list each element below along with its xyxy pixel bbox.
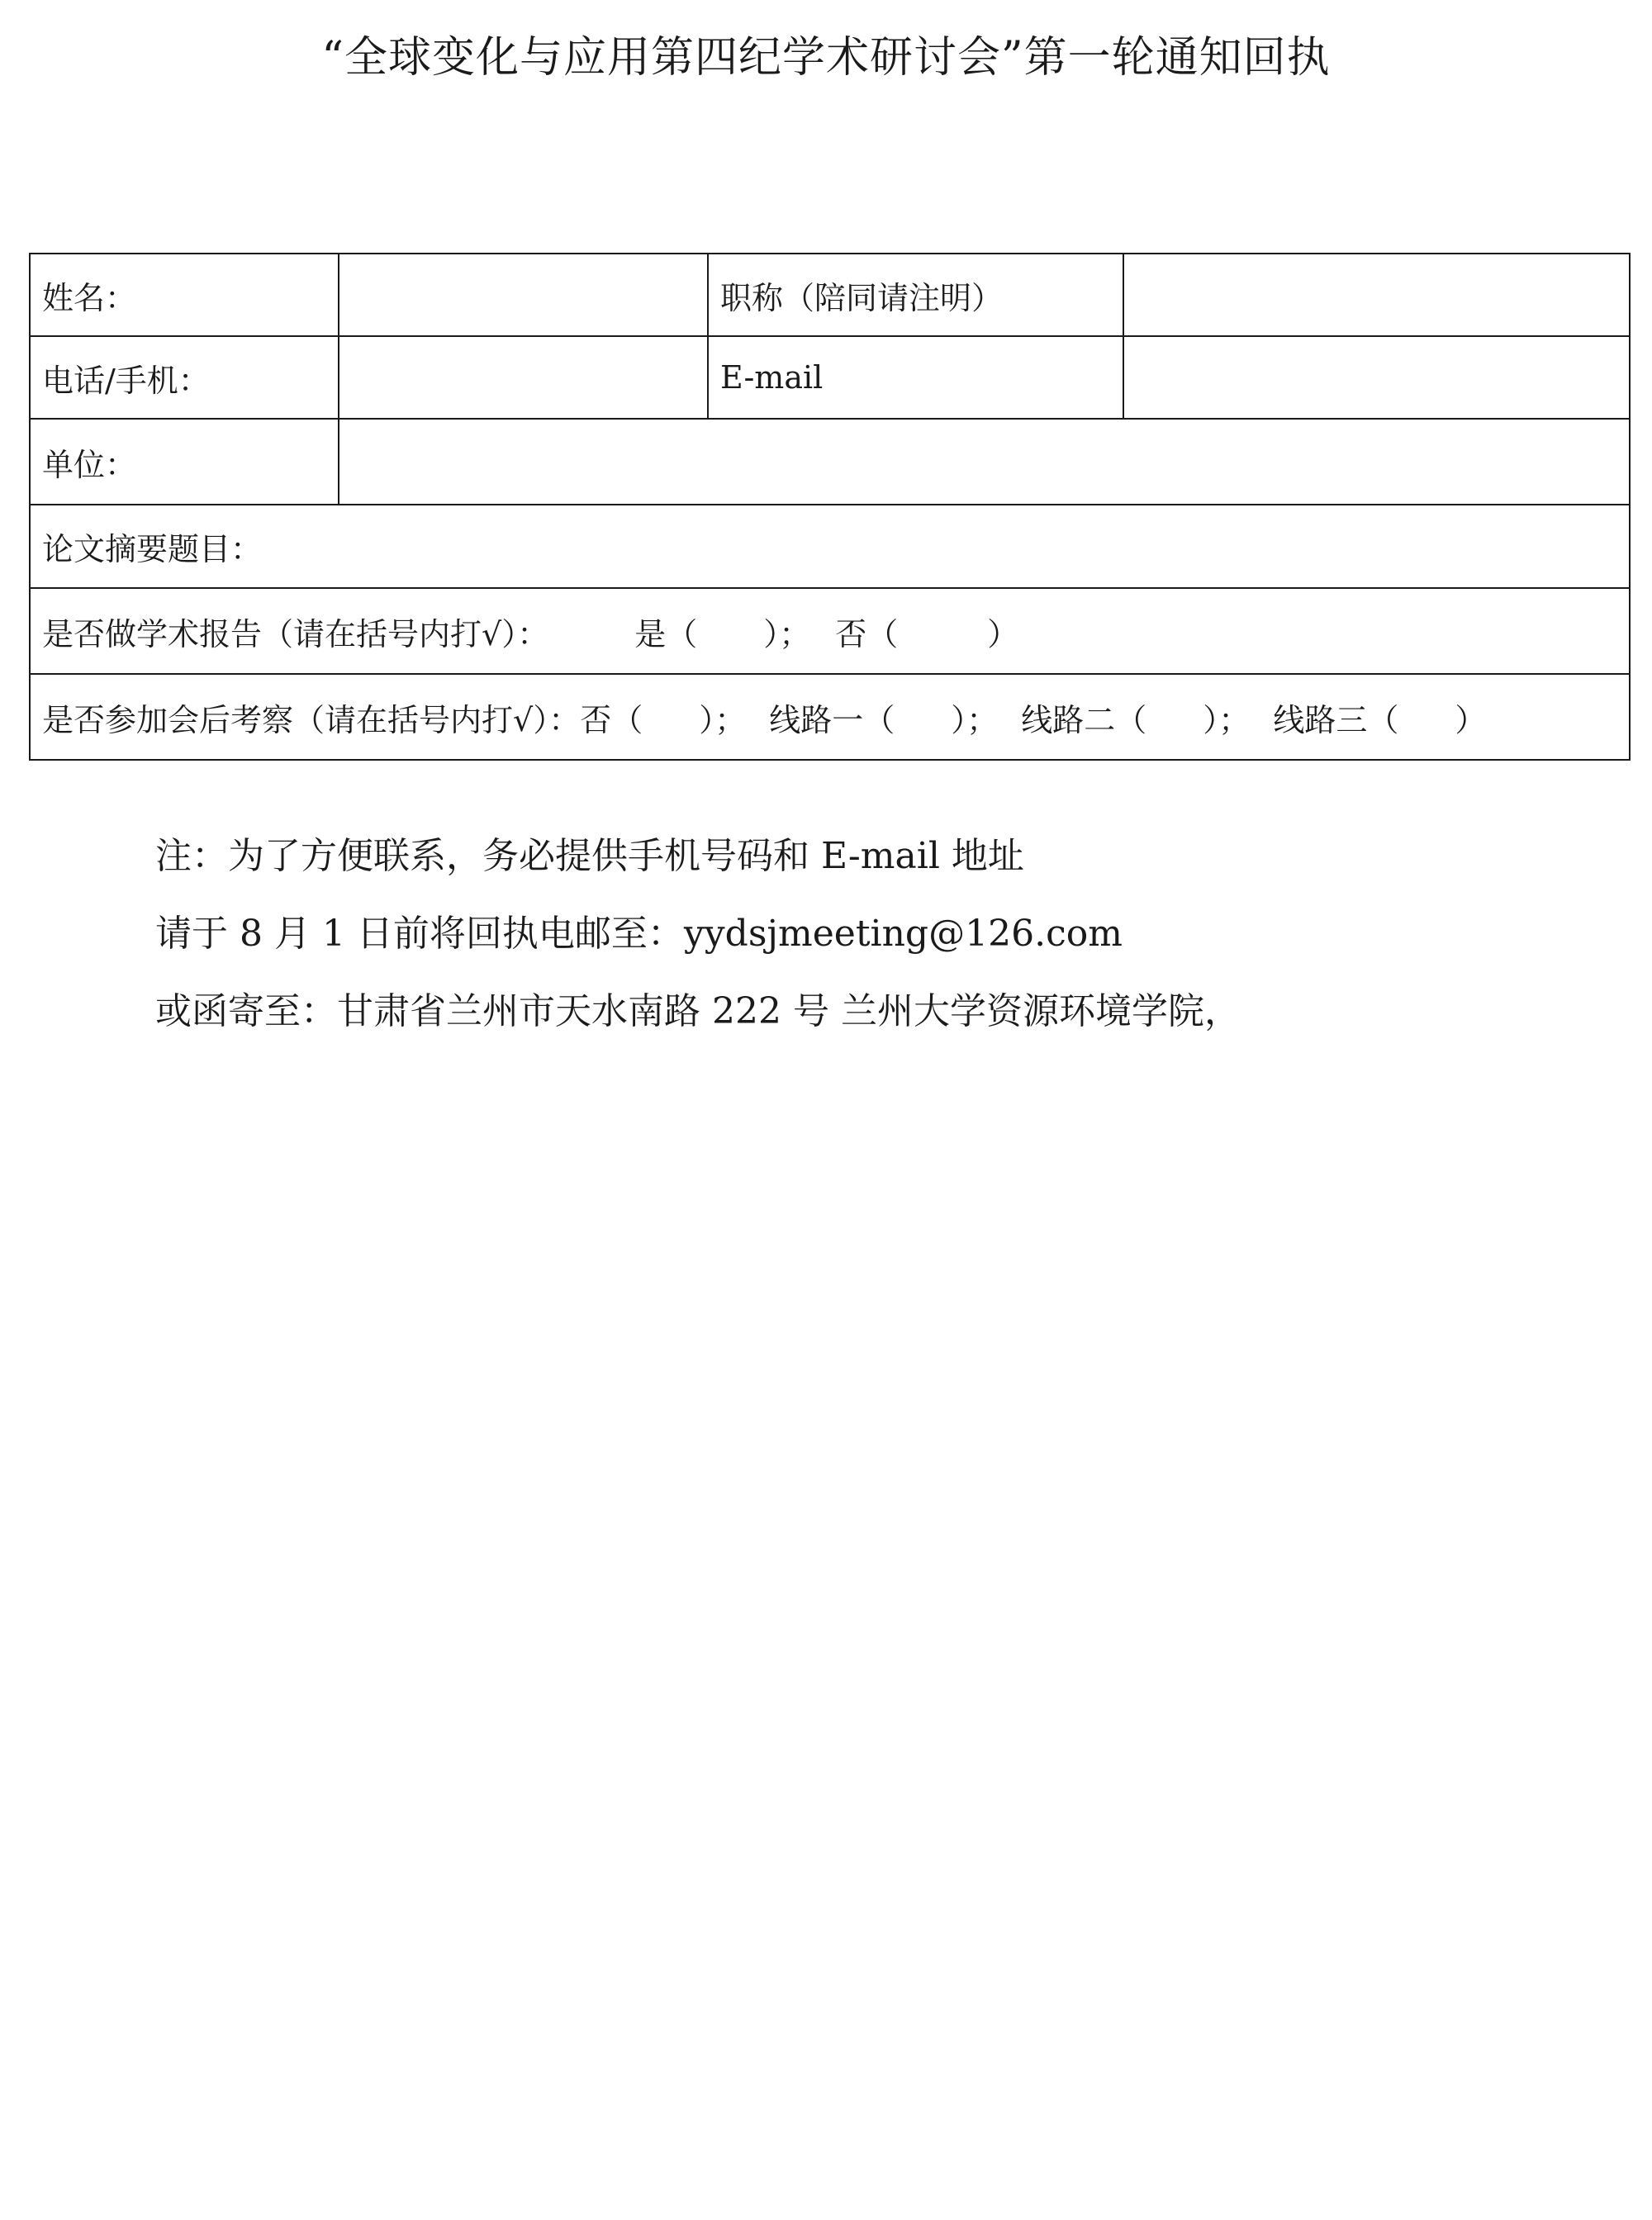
form-row-name — [30, 254, 1630, 336]
trip-choice-field[interactable] — [30, 674, 1630, 760]
trip-route2-option[interactable]: 线路二（ — [1021, 701, 1147, 738]
registration-form-table — [29, 253, 1631, 761]
form-row-unit — [30, 419, 1630, 505]
phone-field[interactable] — [339, 336, 708, 419]
paper-title-field[interactable] — [30, 505, 1630, 588]
trip-route2-close: ）； — [1203, 701, 1251, 738]
job-title-field[interactable] — [1123, 254, 1630, 336]
trip-route3-option[interactable]: 线路三（ — [1273, 701, 1399, 738]
unit-label: 单位： — [30, 419, 339, 505]
name-label: 姓名： — [30, 254, 339, 336]
trip-label: 是否参加会后考察（请在括号内打√）： — [42, 701, 581, 738]
trip-route1-option[interactable]: 线路一（ — [769, 701, 895, 738]
report-no-option[interactable]: 否（ — [835, 615, 899, 652]
note-email-deadline: 请于 8 月 1 日前将回执电邮至：yydsjmeeting@126.com — [155, 913, 1123, 955]
phone-label: 电话/手机： — [30, 336, 339, 419]
name-field[interactable] — [339, 254, 708, 336]
form-row-report — [30, 588, 1630, 674]
report-yes-close: ）； — [763, 615, 811, 652]
job-title-label: 职称（陪同请注明） — [708, 254, 1123, 336]
report-label: 是否做学术报告（请在括号内打√）： — [42, 615, 549, 652]
note-contact: 注：为了方便联系，务必提供手机号码和 E-mail 地址 — [155, 835, 1024, 877]
trip-route3-close: ） — [1455, 701, 1487, 738]
unit-field[interactable] — [339, 419, 1630, 505]
report-choice-field[interactable] — [30, 588, 1630, 674]
paper-title-label: 论文摘要题目： — [42, 531, 263, 567]
report-yes-option[interactable]: 是（ — [634, 615, 698, 652]
trip-no-option[interactable]: 否（ — [580, 701, 643, 738]
note-mail-address: 或函寄至：甘肃省兰州市天水南路 222 号 兰州大学资源环境学院， — [155, 990, 1241, 1032]
email-field[interactable] — [1123, 336, 1630, 419]
notes-section — [155, 818, 1241, 1051]
form-row-phone — [30, 336, 1630, 419]
email-label: E-mail — [708, 336, 1123, 419]
form-row-paper — [30, 505, 1630, 588]
trip-route1-close: ）； — [951, 701, 999, 738]
form-row-trip — [30, 674, 1630, 760]
report-no-close: ） — [987, 615, 1019, 652]
document-title: “全球变化与应用第四纪学术研讨会”第一轮通知回执 — [321, 33, 1331, 83]
trip-no-close: ）； — [699, 701, 747, 738]
